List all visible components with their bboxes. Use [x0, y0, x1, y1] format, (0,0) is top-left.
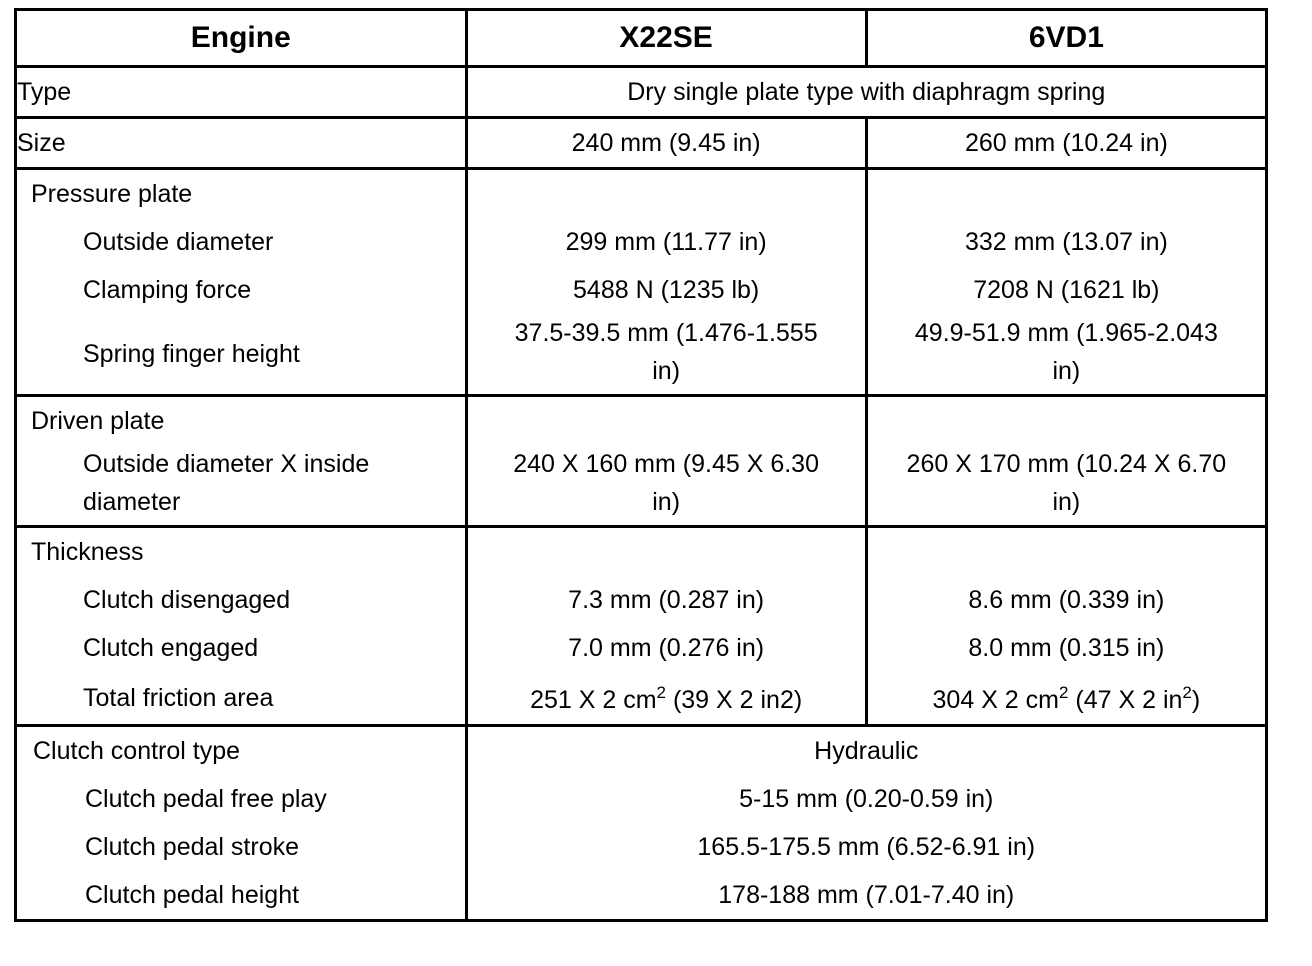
outside-diameter-6vd1: 332 mm (13.07 in)	[964, 228, 1168, 256]
driven-plate-labels	[16, 396, 467, 527]
driven-plate-x22se	[466, 396, 866, 527]
thickness-x22se	[466, 527, 866, 726]
clutch-engaged-6vd1: 8.0 mm (0.315 in)	[968, 634, 1165, 662]
outside-diameter-label: Outside diameter	[83, 228, 274, 256]
header-engine: Engine	[16, 10, 467, 67]
thickness-label: Thickness	[31, 538, 144, 566]
clutch-disengaged-label: Clutch disengaged	[83, 586, 291, 614]
pressure-plate-x22se	[466, 169, 866, 396]
type-value: Dry single plate type with diaphragm spring	[466, 67, 1266, 118]
size-label: Size	[16, 118, 467, 169]
type-row	[16, 67, 1267, 118]
spec-table-wrapper	[14, 8, 1268, 922]
clutch-disengaged-6vd1: 8.6 mm (0.339 in)	[968, 586, 1165, 614]
clutch-spec-table	[14, 8, 1268, 922]
od-id-label: Outside diameter X inside diameter	[83, 450, 370, 516]
type-label: Type	[16, 67, 467, 118]
clutch-pedal-height-label: Clutch pedal height	[85, 881, 300, 909]
header-row	[16, 10, 1267, 67]
od-id-x22se: 240 X 160 mm (9.45 X 6.30 in)	[513, 450, 819, 516]
pressure-plate-6vd1	[866, 169, 1266, 396]
clutch-pedal-free-play-value: 5-15 mm (0.20-0.59 in)	[739, 785, 994, 813]
clutch-control-group	[16, 726, 1267, 921]
spring-finger-height-x22se: 37.5-39.5 mm (1.476-1.555 in)	[514, 319, 818, 385]
clutch-pedal-free-play-label: Clutch pedal free play	[85, 785, 327, 813]
driven-plate-group	[16, 396, 1267, 527]
size-6vd1: 260 mm (10.24 in)	[866, 118, 1266, 169]
spring-finger-height-6vd1: 49.9-51.9 mm (1.965-2.043 in)	[914, 319, 1218, 385]
clamping-force-6vd1: 7208 N (1621 lb)	[973, 276, 1160, 304]
clutch-engaged-label: Clutch engaged	[83, 634, 259, 662]
total-friction-area-x22se: 251 X 2 $cm^2$ (39 X 2 in2)	[530, 683, 803, 714]
clamping-force-label: Clamping force	[83, 276, 252, 304]
pressure-plate-group	[16, 169, 1267, 396]
clutch-control-type-label: Clutch control type	[33, 737, 241, 765]
clutch-engaged-x22se: 7.0 mm (0.276 in)	[568, 634, 765, 662]
pressure-plate-labels	[16, 169, 467, 396]
spring-finger-height-label: Spring finger height	[83, 340, 300, 368]
thickness-labels	[16, 527, 467, 726]
clutch-disengaged-x22se: 7.3 mm (0.287 in)	[568, 586, 765, 614]
total-friction-area-6vd1: 304 X 2 $cm^2$ (47 X 2 $in^2$)	[932, 683, 1201, 714]
od-id-6vd1: 260 X 170 mm (10.24 X 6.70 in)	[906, 450, 1227, 516]
total-friction-area-label: Total friction area	[83, 684, 274, 712]
clutch-control-type-value: Hydraulic	[814, 737, 919, 765]
thickness-6vd1	[866, 527, 1266, 726]
thickness-group	[16, 527, 1267, 726]
size-x22se: 240 mm (9.45 in)	[466, 118, 866, 169]
clamping-force-x22se: 5488 N (1235 lb)	[573, 276, 760, 304]
clutch-control-values	[466, 726, 1266, 921]
driven-plate-label: Driven plate	[31, 407, 165, 435]
clutch-control-labels	[16, 726, 467, 921]
outside-diameter-x22se: 299 mm (11.77 in)	[565, 228, 767, 256]
clutch-pedal-stroke-value: 165.5-175.5 mm (6.52-6.91 in)	[697, 833, 1036, 861]
driven-plate-6vd1	[866, 396, 1266, 527]
header-6vd1: 6VD1	[866, 10, 1266, 67]
header-x22se: X22SE	[466, 10, 866, 67]
clutch-pedal-height-value: 178-188 mm (7.01-7.40 in)	[718, 881, 1015, 909]
clutch-pedal-stroke-label: Clutch pedal stroke	[85, 833, 300, 861]
size-row	[16, 118, 1267, 169]
pressure-plate-label: Pressure plate	[31, 180, 193, 208]
